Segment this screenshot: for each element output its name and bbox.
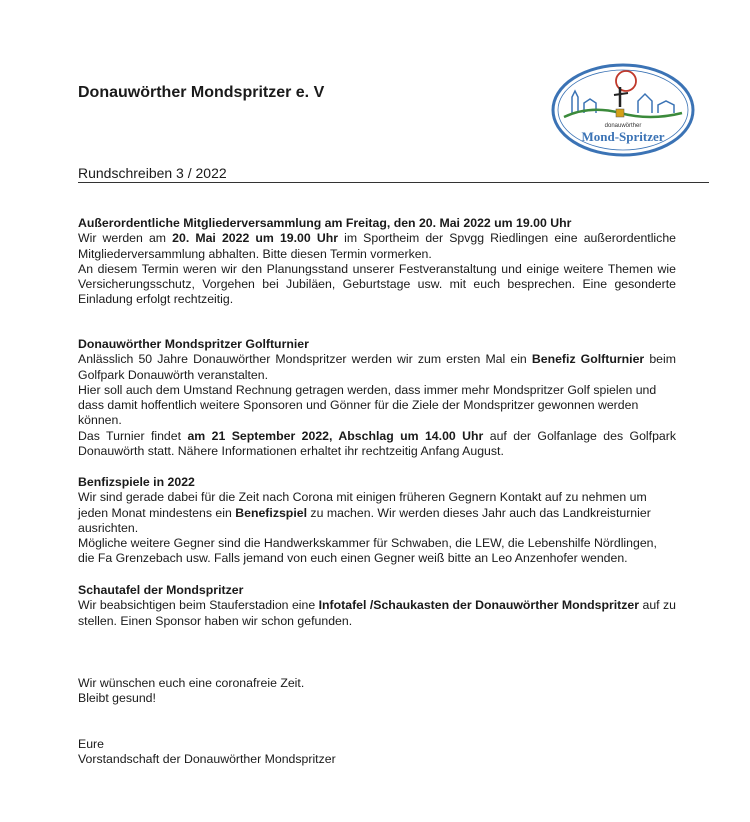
signoff bbox=[78, 737, 336, 768]
section-heading: Benfizspiele in 2022 bbox=[78, 475, 195, 489]
org-title: Donauwörther Mondspritzer e. V bbox=[78, 84, 325, 101]
paragraph: Wir beabsichtigen beim Stauferstadion eine Infotafel /Schaukasten der Donauwörther Mondspritzer auf zu stellen. Einen Sponsor haben wir schon gefunden. bbox=[78, 598, 676, 628]
club-logo bbox=[550, 61, 696, 159]
section-board bbox=[78, 583, 676, 629]
paragraph: An diesem Termin weren wir den Planungsstand unserer Festveranstaltung und einige weitere Themen wie Versicherungsschutz, Vorgehen bei Jubiläen, Geburtstage usw. mit euch besprechen. Eine gesonderte Einladung erfolgt rechtzeitig. bbox=[78, 261, 676, 307]
section-golf bbox=[78, 337, 676, 459]
paragraph: Wir sind gerade dabei für die Zeit nach Corona mit einigen früheren Gegnern Kontakt auf zu nehmen um jeden Monat mindestens ein Benefizspiel zu machen. Wir werden dieses Jahr auch das Landkreisturnier ausrichten. bbox=[78, 490, 651, 535]
section-heading: Schautafel der Mondspritzer bbox=[78, 583, 244, 597]
paragraph: Hier soll auch dem Umstand Rechnung getragen werden, dass immer mehr Mondspritzer Golf spielen und dass damit hoffentlich weitere Sponsoren und Gönner für die Ziele der Mondspritzer gewonnen werden können. bbox=[78, 382, 657, 428]
closing-line: Bleibt gesund! bbox=[78, 691, 156, 706]
paragraph: Anlässlich 50 Jahre Donauwörther Mondspritzer werden wir zum ersten Mal ein Benefiz Golfturnier beim Golfpark Donauwörth veranstalten. bbox=[78, 352, 676, 382]
section-heading: Donauwörther Mondspritzer Golfturnier bbox=[78, 337, 309, 351]
title-rule bbox=[78, 182, 709, 183]
paragraph: Mögliche weitere Gegner sind die Handwerkskammer für Schwaben, die LEW, die Lebenshilfe Nördlingen, die Fa Grenzebach usw. Falls jemand von euch einen Gegner weiß bitte an Leo Anzenhofer wenden. bbox=[78, 536, 657, 566]
section-benefit bbox=[78, 475, 676, 567]
section-heading: Außerordentliche Mitgliederversammlung am Freitag, den 20. Mai 2022 um 19.00 Uhr bbox=[78, 216, 572, 230]
closing-wishes bbox=[78, 676, 304, 707]
logo-name: Mond-Spritzer bbox=[581, 129, 665, 144]
paragraph: Das Turnier findet am 21 September 2022, Abschlag um 14.00 Uhr auf der Golfanlage des Golfpark Donauwörth statt. Nähere Informationen erhaltet ihr rechtzeitig Anfang August. bbox=[78, 428, 676, 459]
closing-line: Wir wünschen euch eine coronafreie Zeit. bbox=[78, 676, 305, 690]
circular-title: Rundschreiben 3 / 2022 bbox=[78, 165, 227, 181]
logo-small-text: donauwörther bbox=[604, 123, 642, 129]
paragraph: Wir werden am 20. Mai 2022 um 19.00 Uhr im Sportheim der Spvgg Riedlingen eine außerordentliche Mitgliederversammlung abhalten. Bitte diesen Termin vormerken. bbox=[78, 231, 676, 261]
section-meeting bbox=[78, 216, 676, 308]
signoff-line: Vorstandschaft der Donauwörther Mondspritzer bbox=[78, 752, 336, 767]
signoff-line: Eure bbox=[78, 737, 104, 751]
